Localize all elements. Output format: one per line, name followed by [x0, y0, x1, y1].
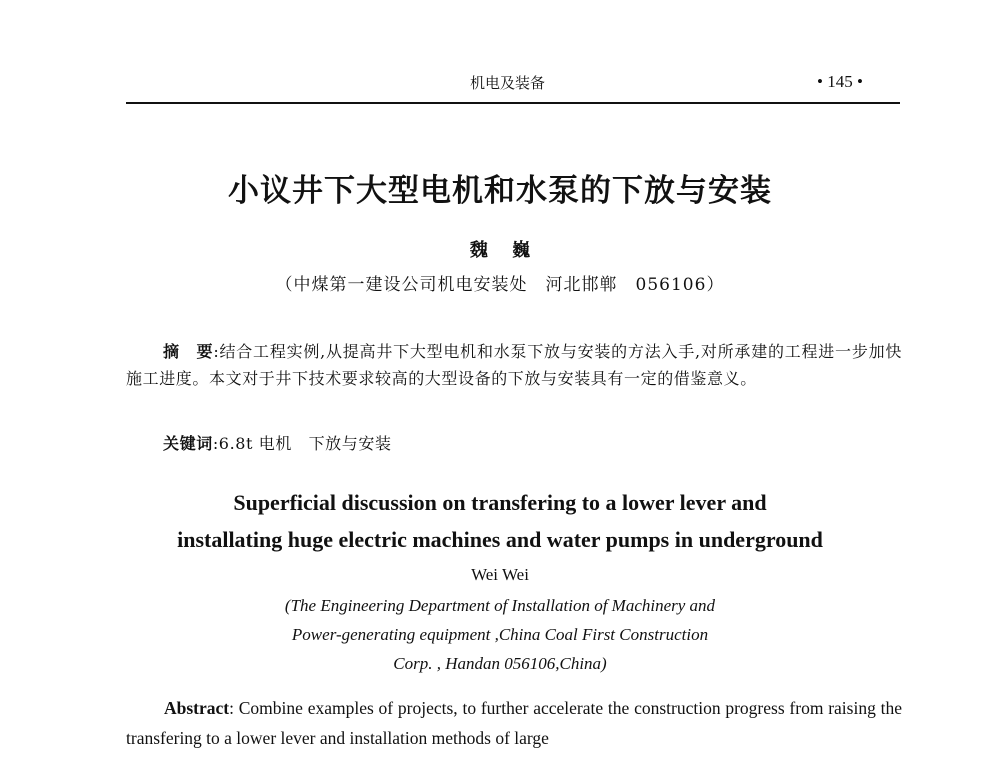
abstract-zh	[126, 339, 902, 392]
author-name-zh: 魏 巍	[469, 240, 531, 261]
abstract-zh-label: 摘 要	[163, 342, 214, 361]
journal-section-title: 机电及装备	[470, 74, 546, 92]
abstract-en-label: Abstract	[164, 698, 230, 718]
abstract-en	[126, 693, 902, 753]
paper-title-en-line1: Superficial discussion on transfering to a lower lever and	[233, 490, 767, 515]
keywords-zh	[163, 431, 392, 454]
affiliation-zh: （中煤第一建设公司机电安装处 河北邯郸 056106）	[275, 275, 725, 295]
page-number: • 145 •	[817, 72, 863, 91]
abstract-en-text: : Combine examples of projects, to further accelerate the construction progress from raising the transfering to a lower lever and installation methods of large	[126, 698, 902, 748]
paper-title-zh: 小议井下大型电机和水泵的下放与安装	[228, 173, 772, 209]
abstract-zh-text: :结合工程实例,从提高井下大型电机和水泵下放与安装的方法入手,对所承建的工程进一步加快施工进度。本文对于井下技术要求较高的大型设备的下放与安装具有一定的借鉴意义。	[126, 342, 902, 388]
paper-title-en-line2: installating huge electric machines and water pumps in underground	[177, 527, 823, 552]
author-name-en: Wei Wei	[471, 565, 529, 584]
keywords-zh-label: 关键词	[163, 434, 213, 453]
affiliation-en-line3: Corp. , Handan 056106,China)	[393, 654, 607, 673]
keywords-zh-text: :6.8t 电机 下放与安装	[212, 434, 392, 453]
affiliation-en-line2: Power-generating equipment ,China Coal First Construction	[291, 625, 709, 644]
affiliation-en-line1: (The Engineering Department of Installation of Machinery and	[284, 596, 716, 615]
